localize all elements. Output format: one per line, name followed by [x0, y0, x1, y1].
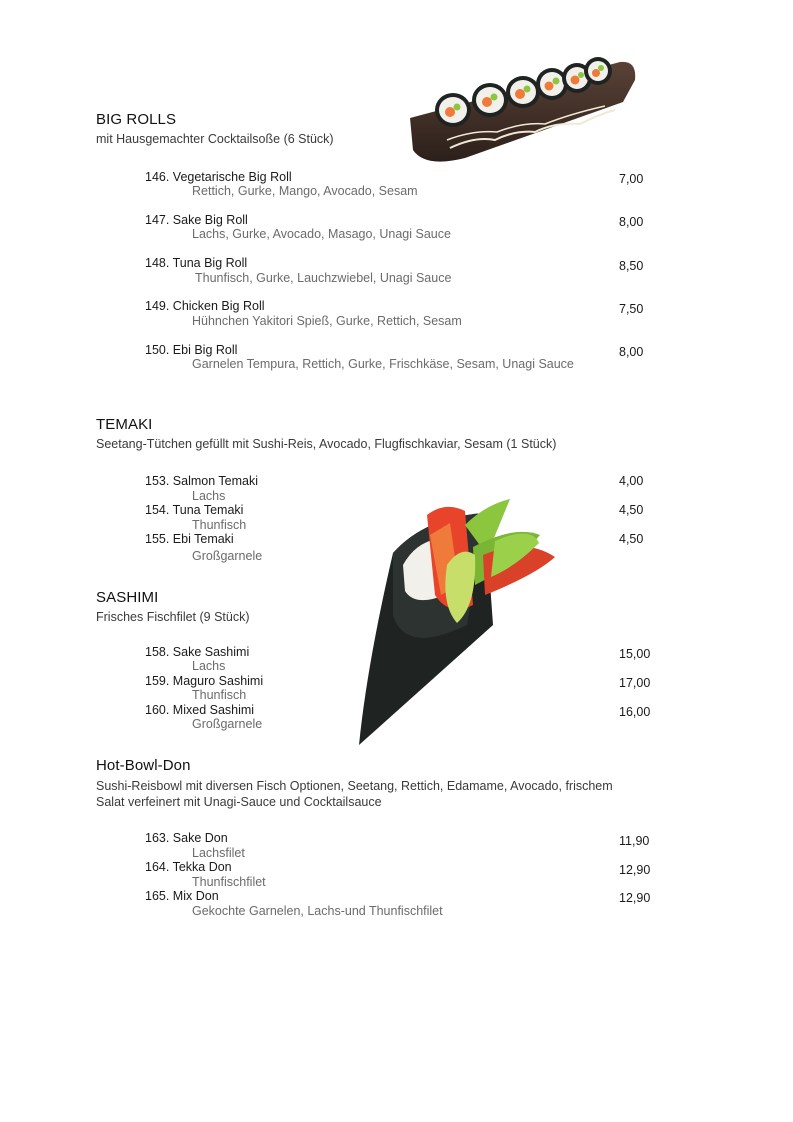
menu-item-price: 7,00: [619, 172, 644, 186]
menu-item-name: 148. Tuna Big Roll: [145, 256, 248, 270]
section-title-temaki: TEMAKI: [96, 416, 153, 433]
menu-item-name: 153. Salmon Temaki: [145, 474, 259, 488]
menu-item-price: 12,90: [619, 863, 651, 877]
menu-item-name: 150. Ebi Big Roll: [145, 343, 238, 357]
menu-item-price: 11,90: [619, 834, 650, 848]
menu-item-price: 8,00: [619, 345, 644, 359]
menu-item-description: Großgarnele: [192, 549, 263, 563]
menu-item-description: Thunfischfilet: [192, 875, 266, 889]
section-title-sashimi: SASHIMI: [96, 589, 159, 606]
menu-item-price: 16,00: [619, 705, 651, 719]
menu-item-price: 4,50: [619, 532, 644, 546]
menu-item-name: 154. Tuna Temaki: [145, 503, 244, 517]
big-roll-photo: [405, 40, 640, 170]
menu-item-description: Lachsfilet: [192, 846, 245, 860]
menu-item-price: 17,00: [619, 676, 651, 690]
menu-item-description: Lachs, Gurke, Avocado, Masago, Unagi Sauce: [192, 227, 451, 241]
menu-item-price: 7,50: [619, 302, 644, 316]
section-subtitle-hot-bowl-don-line2: Salat verfeinert mit Unagi-Sauce und Cocktailsauce: [96, 795, 382, 809]
menu-item-price: 8,00: [619, 215, 644, 229]
menu-item-price: 12,90: [619, 891, 651, 905]
menu-item-name: 159. Maguro Sashimi: [145, 674, 264, 688]
section-subtitle-big-rolls: mit Hausgemachter Cocktailsoße (6 Stück): [96, 132, 334, 146]
section-subtitle-hot-bowl-don-line1: Sushi-Reisbowl mit diversen Fisch Optionen, Seetang, Rettich, Edamame, Avocado, frischem: [96, 779, 613, 793]
menu-item-name: 146. Vegetarische Big Roll: [145, 170, 292, 184]
menu-item-name: 149. Chicken Big Roll: [145, 299, 265, 313]
menu-item-description: Großgarnele: [192, 717, 263, 731]
menu-item-name: 158. Sake Sashimi: [145, 645, 250, 659]
menu-item-name: 163. Sake Don: [145, 831, 228, 845]
menu-item-description: Thunfisch, Gurke, Lauchzwiebel, Unagi Sauce: [195, 271, 452, 285]
menu-item-description: Lachs: [192, 489, 226, 503]
section-subtitle-temaki: Seetang-Tütchen gefüllt mit Sushi-Reis, Avocado, Flugfischkaviar, Sesam (1 Stück): [96, 437, 557, 451]
menu-item-price: 15,00: [619, 647, 651, 661]
menu-item-name: 165. Mix Don: [145, 889, 219, 903]
menu-item-name: 164. Tekka Don: [145, 860, 232, 874]
menu-item-description: Rettich, Gurke, Mango, Avocado, Sesam: [192, 184, 418, 198]
menu-item-description: Lachs: [192, 659, 226, 673]
temaki-photo: [355, 495, 560, 750]
menu-item-description: Thunfisch: [192, 688, 247, 702]
section-subtitle-sashimi: Frisches Fischfilet (9 Stück): [96, 610, 250, 624]
menu-item-price: 4,50: [619, 503, 644, 517]
menu-item-price: 4,00: [619, 474, 644, 488]
menu-item-description: Gekochte Garnelen, Lachs-und Thunfischfilet: [192, 904, 443, 918]
menu-item-name: 155. Ebi Temaki: [145, 532, 234, 546]
menu-item-description: Thunfisch: [192, 518, 247, 532]
menu-item-name: 147. Sake Big Roll: [145, 213, 248, 227]
menu-item-price: 8,50: [619, 259, 644, 273]
section-title-big-rolls: BIG ROLLS: [96, 111, 177, 128]
menu-item-description: Hühnchen Yakitori Spieß, Gurke, Rettich, Sesam: [192, 314, 462, 328]
menu-item-description: Garnelen Tempura, Rettich, Gurke, Frischkäse, Sesam, Unagi Sauce: [192, 357, 574, 371]
section-title-hot-bowl-don: Hot-Bowl-Don: [96, 757, 191, 774]
menu-item-name: 160. Mixed Sashimi: [145, 703, 255, 717]
